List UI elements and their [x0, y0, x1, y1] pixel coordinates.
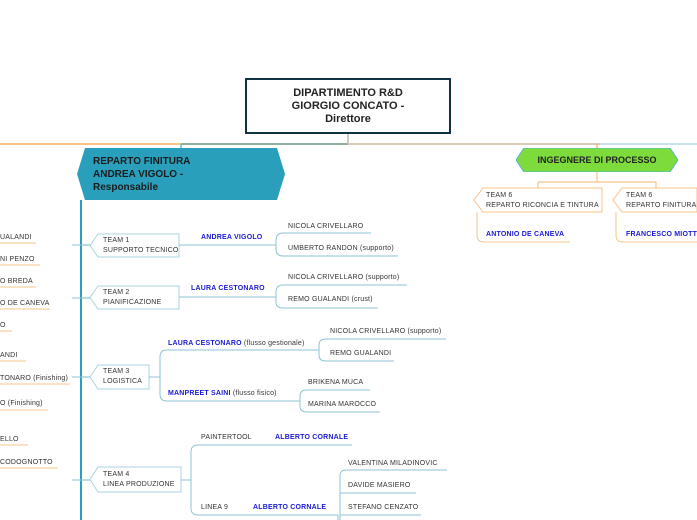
- reparto-manager: ANDREA VIGOLO -: [93, 169, 184, 180]
- team-2-node[interactable]: [103, 288, 161, 308]
- team-3-lead-fisico[interactable]: [168, 390, 277, 397]
- team-6-finitura-node[interactable]: [626, 191, 697, 211]
- topic-reparto-finitura[interactable]: [77, 148, 285, 200]
- reparto-role: Responsabile: [93, 182, 159, 193]
- root-director-name: GIORGIO CONCATO -: [291, 100, 405, 112]
- team-1-node[interactable]: [103, 236, 179, 256]
- left-item[interactable]: ANDI: [0, 352, 18, 359]
- left-item[interactable]: TONARO (Finishing): [0, 375, 69, 382]
- left-item[interactable]: NI PENZO: [0, 256, 35, 263]
- team-1-lead[interactable]: ANDREA VIGOLO: [201, 234, 263, 241]
- team-3-label: TEAM 3: [103, 368, 130, 375]
- team-2-member[interactable]: REMO GUALANDI (crust): [288, 296, 373, 303]
- team-3-member[interactable]: REMO GUALANDI: [330, 350, 392, 357]
- left-item[interactable]: O: [0, 322, 6, 329]
- team-6b-lead[interactable]: FRANCESCO MIOTT: [626, 231, 697, 238]
- team-3-node[interactable]: [103, 367, 142, 387]
- team-1-label: TEAM 1: [103, 237, 130, 244]
- team-6a-name: REPARTO RICONCIA E TINTURA: [486, 202, 599, 209]
- left-item[interactable]: ELLO: [0, 436, 19, 443]
- topic-ingegnere-di-processo[interactable]: [516, 148, 678, 172]
- team-2-label: TEAM 2: [103, 289, 130, 296]
- ingegnere-label: INGEGNERE DI PROCESSO: [537, 155, 657, 165]
- team-2-member[interactable]: NICOLA CRIVELLARO (supporto): [288, 274, 400, 281]
- team-4-paintertool-lead[interactable]: ALBERTO CORNALE: [275, 434, 349, 441]
- left-item[interactable]: CODOGNOTTO: [0, 459, 53, 466]
- left-item[interactable]: O DE CANEVA: [0, 300, 50, 307]
- team-4-node[interactable]: [103, 470, 175, 490]
- root-node-dipartimento[interactable]: [245, 78, 451, 134]
- team-2-name: PIANIFICAZIONE: [103, 299, 162, 306]
- left-item[interactable]: O (Finishing): [0, 400, 43, 407]
- root-title: DIPARTIMENTO R&D: [293, 87, 403, 99]
- team-4-member[interactable]: DAVIDE MASIERO: [348, 482, 411, 489]
- left-item[interactable]: UALANDI: [0, 234, 32, 241]
- team-1-member[interactable]: NICOLA CRIVELLARO: [288, 223, 364, 230]
- team-2-lead[interactable]: LAURA CESTONARO: [191, 285, 265, 292]
- team-4-subunit-paintertool[interactable]: PAINTERTOOL: [201, 434, 252, 441]
- team-6-riconcia-node[interactable]: [486, 191, 599, 211]
- team-3-member[interactable]: BRIKENA MUCA: [308, 379, 364, 386]
- team-6b-label: TEAM 6: [626, 192, 653, 199]
- reparto-title: REPARTO FINITURA: [93, 156, 191, 167]
- team-6b-name: REPARTO FINITURA: [626, 202, 697, 209]
- team-4-name: LINEA PRODUZIONE: [103, 481, 175, 488]
- lead-note: (flusso gestionale): [241, 340, 305, 347]
- team-3-member[interactable]: MARINA MAROCCO: [308, 401, 377, 408]
- team-1-member[interactable]: UMBERTO RANDON (supporto): [288, 245, 394, 252]
- team-4-member[interactable]: STEFANO CENZATO: [348, 504, 419, 511]
- team-4-label: TEAM 4: [103, 471, 130, 478]
- team-1-name: SUPPORTO TECNICO: [103, 247, 179, 254]
- team-3-name: LOGISTICA: [103, 378, 143, 385]
- team-6a-label: TEAM 6: [486, 192, 513, 199]
- team-3-member[interactable]: NICOLA CRIVELLARO (supporto): [330, 328, 442, 335]
- team-6a-lead[interactable]: ANTONIO DE CANEVA: [486, 231, 565, 238]
- team-4-member[interactable]: VALENTINA MILADINOVIC: [348, 460, 438, 467]
- lead-name: MANPREET SAINI: [168, 390, 231, 397]
- team-3-lead-gestionale[interactable]: [168, 340, 305, 347]
- team-4-subunit-linea9[interactable]: LINEA 9: [201, 504, 229, 511]
- lead-name: LAURA CESTONARO: [168, 340, 242, 347]
- team-4-linea9-lead[interactable]: ALBERTO CORNALE: [253, 504, 327, 511]
- left-item[interactable]: O BREDA: [0, 278, 33, 285]
- root-director-role: Direttore: [325, 113, 371, 125]
- lead-note: (flusso fisico): [230, 390, 277, 397]
